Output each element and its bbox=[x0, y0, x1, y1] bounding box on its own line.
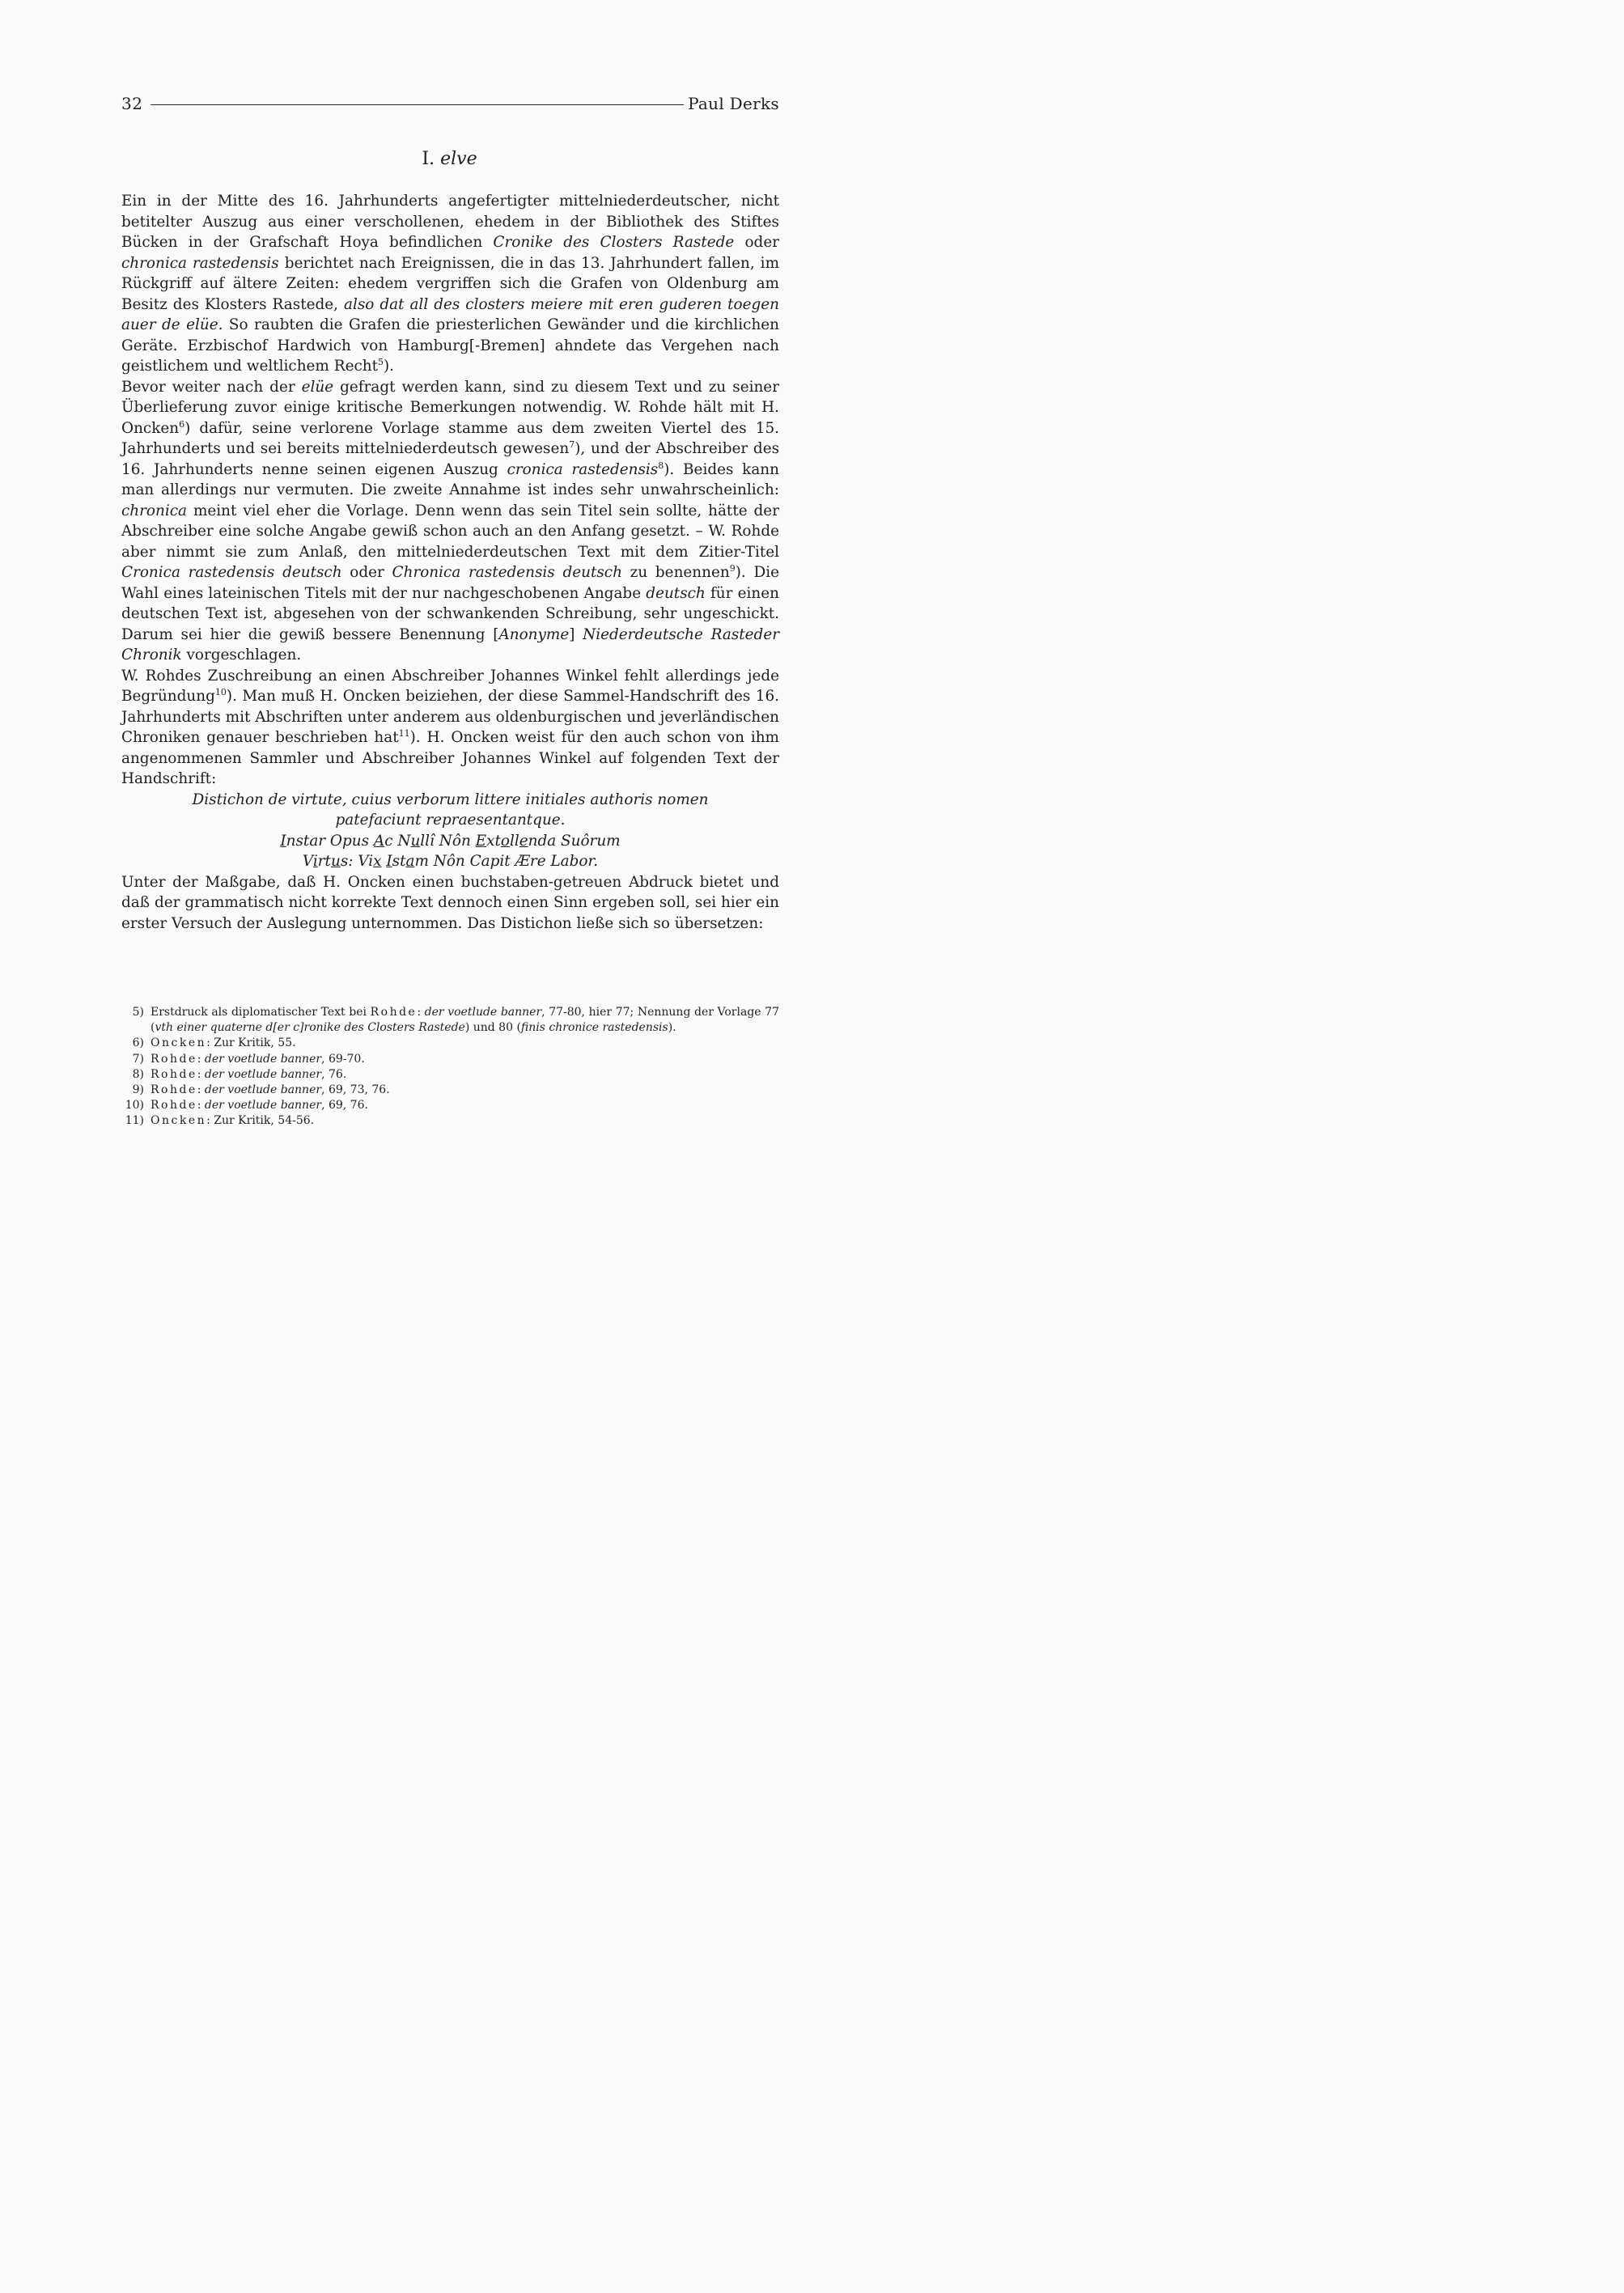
italic-run: der voetlude banner bbox=[204, 1083, 322, 1097]
text-run: ). Man muß H. Oncken beiziehen, der diese Sammel-Handschrift des 16. Jahrhunderts mit Abschriften unter anderem aus oldenburgischen und jeverländischen Chroniken genauer beschrieben hat bbox=[121, 688, 779, 746]
distichon-line-1 bbox=[121, 831, 779, 852]
text-run: , 76. bbox=[321, 1067, 347, 1081]
footnote-number: 9) bbox=[132, 1083, 144, 1097]
footnote-ref: 8 bbox=[658, 460, 664, 471]
paragraph-1 bbox=[121, 191, 779, 377]
text-run: : bbox=[197, 1083, 205, 1097]
text-run: ), und der Abschreiber des 16. Jahrhunderts nenne seinen eigenen Auszug bbox=[121, 440, 780, 478]
text-run: vorgeschlagen. bbox=[181, 646, 302, 663]
text-run: ). Beides kann man allerdings nur vermuten. Die zweite Annahme ist indes sehr unwahrscheinlich: bbox=[121, 460, 779, 498]
italic-run: Niederdeutsche Rasteder Chronik bbox=[121, 625, 779, 663]
text-run: meint viel eher die Vorlage. Denn wenn das sein Titel sein sollte, hätte der Abschreiber eine solche Angabe gewiß schon auch an den Anfang gesetzt. – W. Rohde aber nimmt sie zum Anlaß, den mittelniederdeutschen Text mit dem Zitier-Titel bbox=[121, 502, 779, 561]
underlined-initial: e bbox=[519, 832, 528, 850]
footnote-text bbox=[151, 1098, 779, 1113]
text-run: oder bbox=[734, 234, 779, 251]
text-run: , 77-80, hier 77; Nennung der Vorlage 77 ( bbox=[151, 1006, 779, 1035]
text-run: ). H. Oncken weist für den auch schon von ihm angenommenen Sammler und Abschreiber Johannes Winkel auf folgenden Text der Handschrift: bbox=[121, 729, 779, 787]
verse-text: ll bbox=[509, 832, 519, 850]
verse-text: c N bbox=[384, 832, 411, 850]
footnote-number: 11) bbox=[125, 1114, 144, 1128]
italic-run: der voetlude banner bbox=[204, 1052, 322, 1066]
verse-text: llî Nôn bbox=[420, 832, 476, 850]
footnote bbox=[121, 1036, 779, 1051]
text-run: Erstdruck als diplomatischer Text bei bbox=[151, 1006, 371, 1019]
author-name: Oncken bbox=[151, 1114, 207, 1128]
running-author: Paul Derks bbox=[688, 94, 779, 113]
paragraph-3 bbox=[121, 666, 779, 790]
text-run: ). bbox=[668, 1021, 676, 1035]
italic-run: chronica rastedensis bbox=[121, 254, 279, 272]
underlined-initial: x bbox=[373, 853, 382, 870]
underlined-initial: a bbox=[405, 853, 415, 870]
section-number: I. bbox=[422, 149, 435, 169]
paragraph-4 bbox=[121, 872, 779, 935]
author-name: Oncken bbox=[151, 1036, 207, 1050]
footnote-number: 6) bbox=[132, 1036, 144, 1050]
footnote-number: 7) bbox=[132, 1052, 144, 1066]
distichon-heading: Distichon de virtute, cuius verborum littere initiales authoris nomen patefaciunt repraesentantque. bbox=[192, 790, 709, 829]
italic-run: chronica bbox=[121, 502, 187, 519]
underlined-initial: I bbox=[386, 853, 392, 870]
text-run: : Zur Kritik, 55. bbox=[206, 1036, 296, 1050]
text-run: : Zur Kritik, 54-56. bbox=[206, 1114, 315, 1128]
underlined-initial: i bbox=[312, 853, 318, 870]
footnote-text bbox=[151, 1036, 779, 1051]
text-run: ). bbox=[384, 358, 395, 375]
verse-text: nstar Opus bbox=[286, 832, 374, 850]
italic-run: also dat all des closters meiere mit eren guderen toegen auer de elüe. bbox=[121, 295, 779, 333]
text-run: , 69, 76. bbox=[321, 1099, 368, 1113]
italic-run: Anonyme bbox=[498, 625, 570, 643]
author-name: Rohde bbox=[151, 1099, 197, 1113]
footnote bbox=[121, 1067, 779, 1083]
author-name: Rohde bbox=[151, 1083, 197, 1097]
paragraph-2 bbox=[121, 377, 779, 666]
text-run: : bbox=[197, 1099, 205, 1113]
section-title-word: elve bbox=[440, 149, 477, 169]
footnote-text bbox=[151, 1067, 779, 1083]
main-text bbox=[121, 191, 779, 934]
footnote-number: 8) bbox=[132, 1067, 144, 1081]
text-run: , 69, 73, 76. bbox=[321, 1083, 390, 1097]
text-run: Unter der Maßgabe, daß H. Oncken einen buchstaben-getreuen Abdruck bietet und daß der grammatisch nicht korrekte Text dennoch einen Sinn ergeben soll, sei hier ein erster Versuch der Auslegung unternommen. Das Distichon ließe sich so übersetzen: bbox=[121, 873, 779, 932]
footnote-ref: 11 bbox=[398, 727, 410, 739]
footnotes bbox=[121, 1005, 779, 1130]
italic-run: Chronica rastedensis deutsch bbox=[392, 564, 622, 581]
text-run: für einen deutschen Text ist, abgesehen von der schwankenden Schreibung, sehr ungeschickt. Darum sei hier die gewiß bessere Benennung [ bbox=[121, 584, 779, 643]
italic-run: Cronica rastedensis deutsch bbox=[121, 564, 342, 581]
text-run: W. Rohdes Zuschreibung an einen Abschreiber Johannes Winkel fehlt allerdings jede Begründung bbox=[121, 667, 779, 705]
footnote-number: 10) bbox=[125, 1099, 144, 1113]
text-run: ) dafür, seine verlorene Vorlage stamme aus dem zweiten Viertel des 15. Jahrhunderts und sei bereits mittelniederdeutsch gewesen bbox=[121, 419, 779, 457]
footnote-text bbox=[151, 1083, 779, 1098]
italic-run: der voetlude banner bbox=[204, 1099, 322, 1113]
author-name: Rohde bbox=[151, 1052, 197, 1066]
underlined-initial: E bbox=[475, 832, 487, 850]
footnote-ref: 7 bbox=[569, 439, 575, 450]
verse-text: st bbox=[392, 853, 406, 870]
footnote bbox=[121, 1052, 779, 1067]
underlined-initial: A bbox=[373, 832, 385, 850]
footnote-text bbox=[151, 1113, 779, 1129]
text-run: oder bbox=[341, 564, 392, 581]
verse-text: rt bbox=[317, 853, 331, 870]
footnote-text bbox=[151, 1052, 779, 1067]
italic-run: finis chronice rastedensis bbox=[520, 1021, 668, 1035]
verse-text: s: Vi bbox=[340, 853, 374, 870]
italic-run: elüe bbox=[301, 378, 334, 396]
footnote bbox=[121, 1098, 779, 1113]
italic-run: der voetlude banner bbox=[204, 1067, 322, 1081]
verse-text: xt bbox=[486, 832, 501, 850]
text-run: berichtet nach Ereignissen, die in das 13. Jahrhundert fallen, im Rückgriff auf ältere Zeiten: ehedem vergriffen sich die Grafen von Oldenburg am Besitz des Klosters Rastede, bbox=[121, 254, 780, 313]
footnote bbox=[121, 1005, 779, 1036]
header-rule bbox=[151, 104, 684, 105]
distichon-line-2 bbox=[121, 851, 779, 872]
section-heading bbox=[0, 149, 899, 169]
footnote bbox=[121, 1083, 779, 1098]
italic-run: der voetlude banner bbox=[424, 1006, 542, 1019]
text-run: : bbox=[197, 1052, 205, 1066]
underlined-initial: u bbox=[410, 832, 421, 850]
text-run: : bbox=[417, 1006, 425, 1019]
verse-text: V bbox=[302, 853, 313, 870]
book-page bbox=[0, 0, 899, 1269]
page-number: 32 bbox=[121, 94, 143, 113]
text-run: : bbox=[197, 1067, 205, 1081]
footnote-number: 5) bbox=[132, 1006, 144, 1019]
author-name: Rohde bbox=[151, 1067, 197, 1081]
text-run: Bevor weiter nach der bbox=[121, 378, 302, 396]
footnote-ref: 9 bbox=[729, 562, 736, 574]
footnote-ref: 6 bbox=[179, 418, 185, 430]
author-name: Rohde bbox=[370, 1006, 418, 1019]
running-header bbox=[121, 94, 779, 115]
text-run: So raubten die Grafen die priesterlichen Gewänder und die kirchlichen Geräte. Erzbischof Hardwich von Hamburg[-Bremen] ahndete das Vergehen nach geistlichem und weltlichem Recht bbox=[121, 316, 780, 375]
text-run: ) und 80 ( bbox=[464, 1021, 521, 1035]
footnote-ref: 5 bbox=[378, 356, 384, 367]
italic-run: Cronike des Closters Rastede bbox=[493, 234, 735, 251]
verse-text: m Nôn Capit Ære Labor. bbox=[414, 853, 599, 870]
text-run: , 69-70. bbox=[321, 1052, 365, 1066]
footnote-text bbox=[151, 1005, 779, 1036]
text-run: ] bbox=[569, 625, 583, 643]
distichon-quote bbox=[121, 790, 779, 872]
text-run: zu benennen bbox=[621, 564, 730, 581]
footnote bbox=[121, 1113, 779, 1129]
italic-run: cronica rastedensis bbox=[507, 460, 659, 478]
footnote-ref: 10 bbox=[214, 686, 227, 697]
underlined-initial: I bbox=[280, 832, 286, 850]
text-run: Ein in der Mitte des 16. Jahrhunderts angefertigter mittelniederdeutscher, nicht betitelter Auszug aus einer verschollenen, ehedem in der Bibliothek des Stiftes Bücken in der Grafschaft Hoya befindlichen bbox=[121, 193, 779, 251]
text-run: gefragt werden kann, sind zu diesem Text und zu seiner Überlieferung zuvor einige kritische Bemerkungen notwendig. W. Rohde hält mit H. Oncken bbox=[121, 378, 779, 437]
verse-text: nda Suôrum bbox=[528, 832, 621, 850]
text-run: ). Die Wahl eines lateinischen Titels mit der nur nachgeschobenen Angabe bbox=[121, 564, 779, 602]
underlined-initial: u bbox=[330, 853, 341, 870]
italic-run: vth einer quaterne d[er c]ronike des Closters Rastede bbox=[155, 1021, 465, 1035]
italic-run: deutsch bbox=[646, 584, 706, 602]
underlined-initial: o bbox=[500, 832, 510, 850]
